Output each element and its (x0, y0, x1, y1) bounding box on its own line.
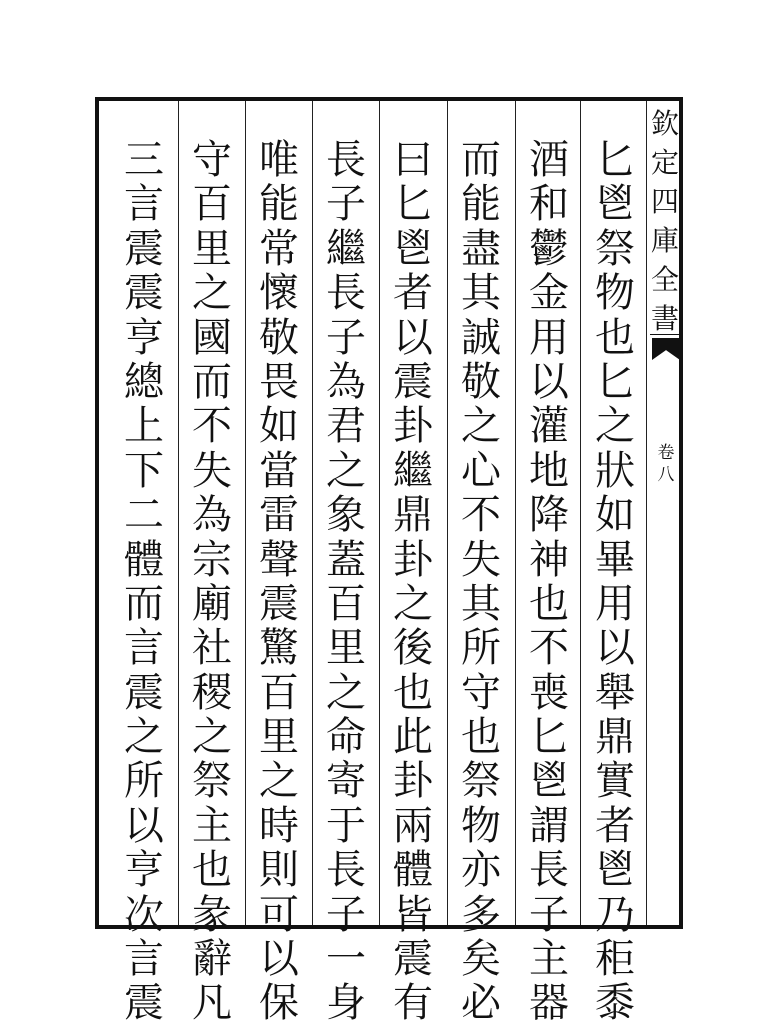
glyph: 酒 (529, 137, 569, 183)
volume-label (655, 442, 677, 486)
glyph: 則 (259, 847, 299, 894)
glyph: 喪 (529, 669, 569, 716)
glyph: 卦 (393, 758, 433, 805)
glyph: 亦 (461, 847, 501, 894)
glyph: 體 (393, 847, 433, 894)
glyph: 失 (192, 447, 232, 494)
glyph: 之 (595, 403, 635, 450)
glyph: 震 (393, 936, 433, 983)
glyph: 宗 (192, 536, 232, 583)
glyph: 如 (259, 403, 299, 450)
glyph: 謂 (529, 802, 569, 849)
glyph: 不 (192, 403, 232, 450)
glyph: 失 (461, 536, 501, 583)
glyph: 守 (461, 669, 501, 716)
glyph: 繼 (326, 225, 366, 272)
glyph: 國 (192, 314, 232, 361)
glyph: 懷 (259, 270, 299, 317)
column-divider (515, 101, 516, 925)
glyph: 器 (529, 980, 569, 1026)
glyph: 一 (326, 936, 366, 983)
glyph: 百 (326, 580, 366, 627)
glyph: 唯 (259, 137, 299, 183)
glyph: 以 (393, 314, 433, 361)
glyph: 匕 (393, 181, 433, 228)
glyph: 所 (124, 758, 164, 805)
book-title (648, 104, 682, 338)
glyph: 君 (326, 403, 366, 450)
glyph: 黍 (595, 980, 635, 1026)
glyph: 百 (259, 669, 299, 716)
glyph: 如 (595, 492, 635, 539)
glyph: 里 (192, 225, 232, 272)
glyph: 雷 (259, 492, 299, 539)
glyph: 也 (192, 847, 232, 894)
glyph: 也 (595, 314, 635, 361)
glyph: 不 (461, 492, 501, 539)
glyph: 身 (326, 980, 366, 1026)
glyph: 鼎 (595, 714, 635, 761)
glyph: 匕 (595, 137, 635, 183)
glyph: 彖 (192, 891, 232, 938)
column-divider (580, 101, 581, 925)
glyph: 敬 (461, 358, 501, 405)
glyph: 之 (326, 669, 366, 716)
glyph: 祭 (461, 758, 501, 805)
glyph: 此 (393, 714, 433, 761)
glyph: 當 (259, 447, 299, 494)
glyph: 定 (650, 146, 679, 179)
glyph: 之 (393, 580, 433, 627)
glyph: 有 (393, 980, 433, 1026)
glyph: 以 (124, 802, 164, 849)
glyph: 下 (124, 447, 164, 494)
glyph: 鬱 (529, 225, 569, 272)
glyph: 匕 (595, 358, 635, 405)
glyph: 體 (124, 536, 164, 583)
glyph: 心 (461, 447, 501, 494)
glyph: 震 (259, 580, 299, 627)
glyph: 象 (326, 492, 366, 539)
glyph: 神 (529, 536, 569, 583)
glyph: 也 (393, 669, 433, 716)
glyph: 三 (124, 137, 164, 183)
glyph: 全 (650, 263, 679, 296)
glyph: 物 (595, 270, 635, 317)
glyph: 辭 (192, 936, 232, 983)
glyph: 也 (529, 580, 569, 627)
column-divider (379, 101, 380, 925)
glyph: 可 (259, 891, 299, 938)
glyph: 長 (529, 847, 569, 894)
glyph: 兩 (393, 802, 433, 849)
glyph: 矣 (461, 936, 501, 983)
glyph: 為 (192, 492, 232, 539)
text-column-2 (520, 137, 578, 1026)
glyph: 卷 (657, 443, 675, 463)
glyph: 凡 (192, 980, 232, 1026)
glyph: 震 (124, 669, 164, 716)
glyph: 庫 (650, 224, 679, 257)
glyph: 鬯 (595, 181, 635, 228)
glyph: 欽 (650, 107, 679, 140)
glyph: 言 (124, 936, 164, 983)
glyph: 命 (326, 714, 366, 761)
glyph: 言 (124, 625, 164, 672)
glyph: 常 (259, 225, 299, 272)
glyph: 上 (124, 403, 164, 450)
glyph: 舉 (595, 669, 635, 716)
text-column-4 (384, 137, 442, 1026)
margin-divider (646, 101, 647, 925)
glyph: 蓋 (326, 536, 366, 583)
glyph: 祭 (595, 225, 635, 272)
glyph: 物 (461, 802, 501, 849)
glyph: 所 (461, 625, 501, 672)
text-column-8 (115, 137, 173, 1026)
glyph: 主 (192, 802, 232, 849)
glyph: 守 (192, 137, 232, 183)
glyph: 里 (259, 714, 299, 761)
glyph: 長 (326, 847, 366, 894)
glyph: 之 (326, 447, 366, 494)
glyph: 多 (461, 891, 501, 938)
glyph: 以 (595, 625, 635, 672)
glyph: 長 (326, 137, 366, 183)
glyph: 之 (259, 758, 299, 805)
text-column-3 (452, 137, 510, 1026)
glyph: 于 (326, 802, 366, 849)
column-divider (178, 101, 179, 925)
glyph: 者 (595, 802, 635, 849)
glyph: 保 (259, 980, 299, 1026)
glyph: 狀 (595, 447, 635, 494)
glyph: 為 (326, 358, 366, 405)
glyph: 鼎 (393, 492, 433, 539)
glyph: 子 (326, 314, 366, 361)
glyph: 盡 (461, 225, 501, 272)
glyph: 廟 (192, 580, 232, 627)
glyph: 降 (529, 492, 569, 539)
glyph: 主 (529, 936, 569, 983)
glyph: 後 (393, 625, 433, 672)
glyph: 子 (529, 891, 569, 938)
glyph: 用 (595, 580, 635, 627)
column-divider (447, 101, 448, 925)
glyph: 長 (326, 270, 366, 317)
glyph: 其 (461, 580, 501, 627)
glyph: 畢 (595, 536, 635, 583)
glyph: 敬 (259, 314, 299, 361)
text-column-1 (586, 137, 644, 1026)
glyph: 曰 (393, 137, 433, 183)
glyph: 必 (461, 980, 501, 1026)
glyph: 亨 (124, 314, 164, 361)
fishtail-rule (650, 334, 682, 335)
glyph: 乃 (595, 891, 635, 938)
glyph: 祭 (192, 758, 232, 805)
glyph: 之 (124, 714, 164, 761)
glyph: 皆 (393, 891, 433, 938)
glyph: 地 (529, 447, 569, 494)
text-column-5 (317, 137, 375, 1026)
glyph: 聲 (259, 536, 299, 583)
glyph: 也 (461, 714, 501, 761)
glyph: 子 (326, 181, 366, 228)
glyph: 驚 (259, 625, 299, 672)
glyph: 時 (259, 802, 299, 849)
glyph: 匕 (529, 714, 569, 761)
glyph: 社 (192, 625, 232, 672)
glyph: 不 (529, 625, 569, 672)
glyph: 用 (529, 314, 569, 361)
glyph: 書 (650, 302, 679, 335)
glyph: 灌 (529, 403, 569, 450)
glyph: 百 (192, 181, 232, 228)
glyph: 震 (393, 358, 433, 405)
glyph: 和 (529, 181, 569, 228)
glyph: 卦 (393, 536, 433, 583)
glyph: 能 (259, 181, 299, 228)
glyph: 四 (650, 185, 679, 218)
glyph: 秬 (595, 936, 635, 983)
column-divider (245, 101, 246, 925)
glyph: 而 (124, 580, 164, 627)
glyph: 誠 (461, 314, 501, 361)
column-divider (312, 101, 313, 925)
glyph: 以 (529, 358, 569, 405)
glyph: 鬯 (529, 758, 569, 805)
glyph: 之 (192, 714, 232, 761)
glyph: 寄 (326, 758, 366, 805)
glyph: 而 (461, 137, 501, 183)
glyph: 卦 (393, 403, 433, 450)
glyph: 二 (124, 492, 164, 539)
glyph: 者 (393, 270, 433, 317)
glyph: 畏 (259, 358, 299, 405)
glyph: 總 (124, 358, 164, 405)
glyph: 繼 (393, 447, 433, 494)
glyph: 鬯 (595, 847, 635, 894)
glyph: 稷 (192, 669, 232, 716)
glyph: 而 (192, 358, 232, 405)
glyph: 實 (595, 758, 635, 805)
glyph: 之 (461, 403, 501, 450)
glyph: 其 (461, 270, 501, 317)
glyph: 言 (124, 181, 164, 228)
text-column-7 (183, 137, 241, 1026)
glyph: 金 (529, 270, 569, 317)
glyph: 震 (124, 270, 164, 317)
glyph: 里 (326, 625, 366, 672)
glyph: 以 (259, 936, 299, 983)
glyph: 亨 (124, 847, 164, 894)
glyph: 次 (124, 891, 164, 938)
glyph: 之 (192, 270, 232, 317)
glyph: 八 (657, 465, 675, 485)
glyph: 震 (124, 980, 164, 1026)
glyph: 鬯 (393, 225, 433, 272)
glyph: 震 (124, 225, 164, 272)
text-column-6 (250, 137, 308, 1026)
glyph: 能 (461, 181, 501, 228)
glyph: 子 (326, 891, 366, 938)
